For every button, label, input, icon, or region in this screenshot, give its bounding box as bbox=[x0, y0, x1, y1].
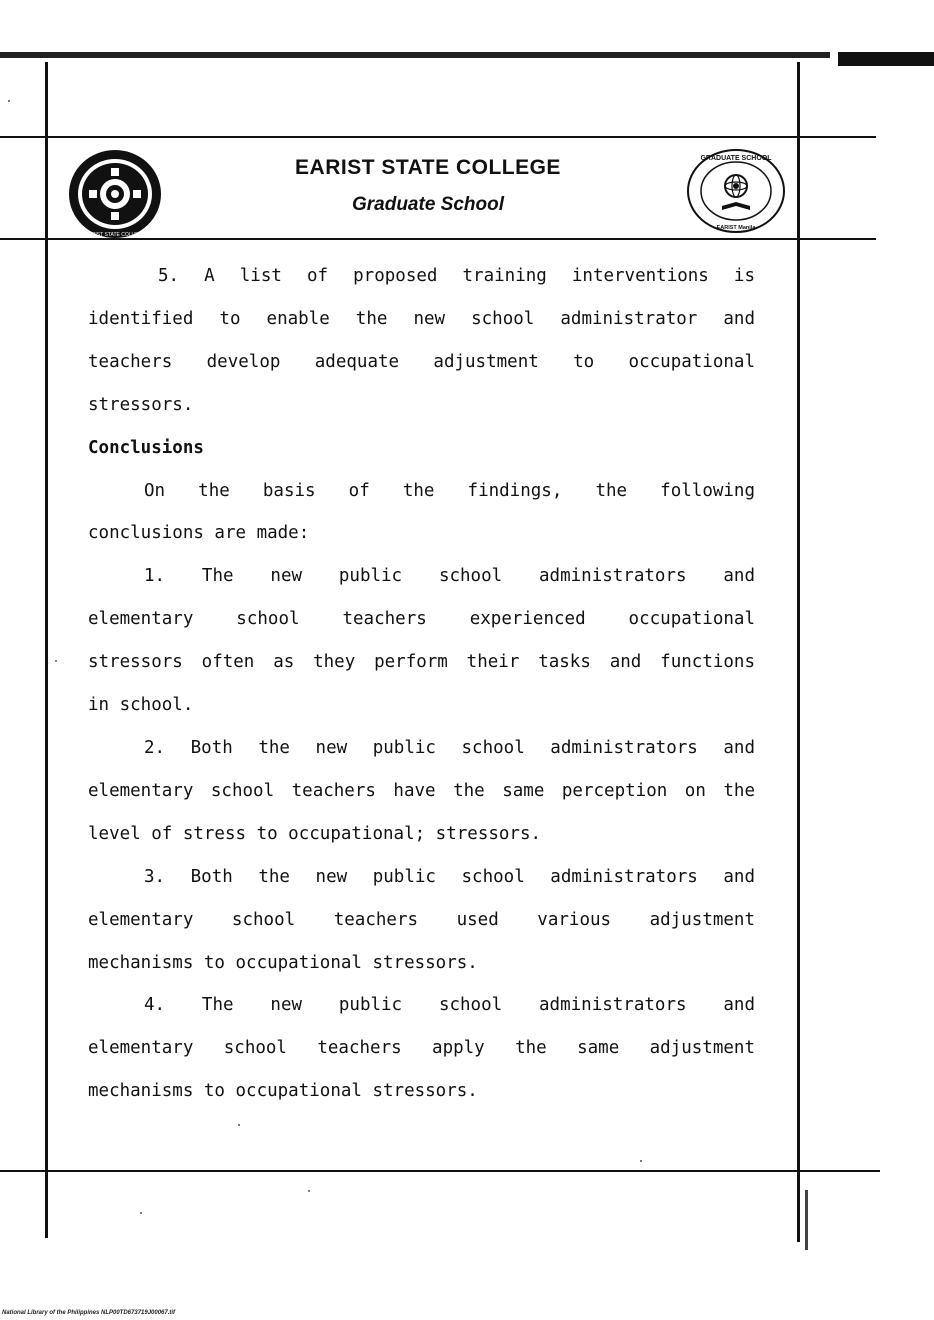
graduate-school-seal-icon bbox=[686, 148, 786, 234]
conclusion-2-line-1: 2. Both the new public school administrators and bbox=[144, 737, 755, 758]
top-scan-edge bbox=[0, 52, 830, 58]
intro-line-2: conclusions are made: bbox=[88, 523, 310, 544]
scan-speck bbox=[238, 1124, 240, 1126]
earist-seal-icon bbox=[67, 148, 163, 240]
scan-speck bbox=[640, 1160, 642, 1162]
conclusion-4-line-2: elementary school teachers apply the same adjustment bbox=[88, 1038, 755, 1059]
scan-speck bbox=[308, 1190, 310, 1192]
item5-line-1: 5. A list of proposed training interventions is bbox=[158, 266, 755, 286]
item5-line-2: identified to enable the new school administrator and bbox=[88, 308, 755, 329]
school-name: Graduate School bbox=[351, 194, 505, 215]
conclusions-heading: Conclusions bbox=[88, 437, 204, 458]
item5-line-3: teachers develop adequate adjustment to occupational bbox=[88, 351, 755, 372]
right-seal-label: GRADUATE SCHOOL bbox=[700, 155, 772, 162]
conclusion-1-line-1: 1. The new public school administrators and bbox=[144, 566, 755, 587]
conclusion-2-line-2: elementary school teachers have the same perception on the bbox=[88, 780, 755, 801]
item5-line-4: stressors. bbox=[88, 394, 194, 415]
conclusion-1-line-2: elementary school teachers experienced occupational bbox=[88, 609, 755, 630]
scan-speck bbox=[55, 660, 57, 662]
footer-line bbox=[0, 1170, 880, 1172]
conclusion-4-line-1: 4. The new public school administrators and bbox=[144, 995, 755, 1016]
institution-name: EARIST STATE COLLEGE bbox=[295, 156, 561, 179]
top-scan-edge-right bbox=[838, 52, 934, 66]
right-seal-bottom-label: EARIST Manila bbox=[716, 225, 756, 231]
document-body bbox=[88, 255, 755, 1113]
conclusion-1-line-3: stressors often as they perform their tasks and functions bbox=[88, 652, 755, 673]
header-top-line bbox=[0, 136, 876, 138]
conclusion-3-line-1: 3. Both the new public school administrators and bbox=[144, 866, 755, 887]
conclusion-3-line-3: mechanisms to occupational stressors. bbox=[88, 952, 478, 973]
right-bottom-edge bbox=[805, 1190, 808, 1250]
conclusion-3-line-2: elementary school teachers used various adjustment bbox=[88, 909, 755, 930]
conclusion-2-line-3: level of stress to occupational; stressors. bbox=[88, 823, 542, 844]
conclusion-4-line-3: mechanisms to occupational stressors. bbox=[88, 1081, 478, 1102]
scan-speck bbox=[140, 1212, 142, 1214]
left-seal-label: EARIST STATE COLLEGE bbox=[85, 232, 145, 238]
conclusion-1-line-4: in school. bbox=[88, 695, 194, 716]
scan-footer-label: National Library of the Philippines NLP00TD673719J00067.tif bbox=[2, 1310, 176, 1316]
scan-speck bbox=[8, 100, 10, 102]
intro-line-1: On the basis of the findings, the following bbox=[144, 480, 755, 501]
